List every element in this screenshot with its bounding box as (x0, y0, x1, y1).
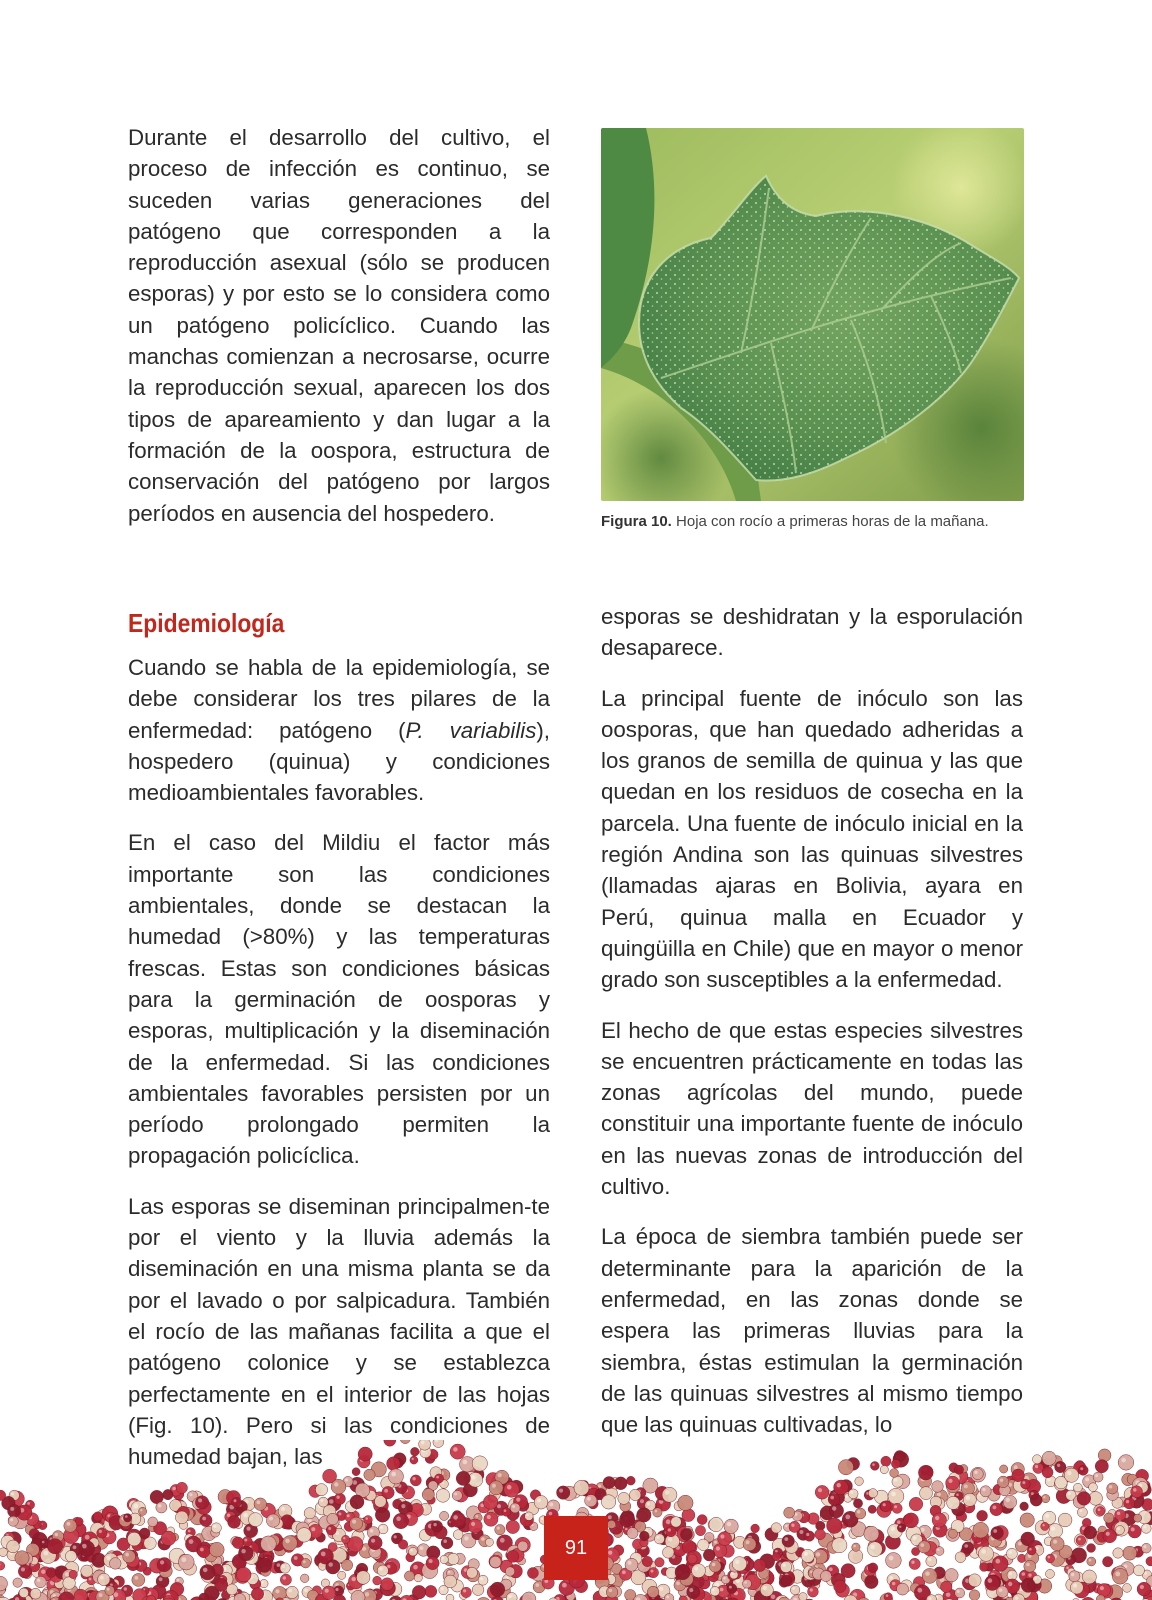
figure-10-leaf-photo (601, 128, 1024, 501)
pillars-text-after: ), hospedero (quinua) y condiciones medioambientales favorables. (128, 717, 550, 806)
left-column-bottom (128, 608, 550, 1472)
paragraph-mildiu-factors: En el caso del Mildiu el factor más importante son las condiciones ambientales, donde se destacan la humedad (>80%) y las temperaturas frescas. Estas son condiciones básicas para la germinación de oosporas y esporas, multiplicación y la diseminación de la enfermedad. Si las condiciones ambientales favorables persisten por un período prolongado permiten la propagación policíclica. (128, 830, 550, 1169)
page-number: 91 (564, 1537, 588, 1559)
figure-caption (601, 511, 1024, 532)
right-column-bottom (601, 601, 1023, 1440)
paragraph-infection-process: Durante el desarrollo del cultivo, el proceso de infección es continuo, se suceden varias generaciones del patógeno que corresponden a la reproducción asexual (sólo se producen esporas) y por esto se lo considera como un patógeno policíclico. Cuando las manchas comienzan a necrosarse, ocurre la reproducción sexual, aparecen los dos tipos de apareamiento y dan lugar a la formación de la oospora, estructura de conservación del patógeno por largos períodos en ausencia del hospedero. (128, 125, 550, 526)
page-number-badge (544, 1516, 608, 1580)
caption-label: Figura 10. (601, 513, 672, 530)
caption-text: Hoja con rocío a primeras horas de la mañana. (671, 513, 989, 530)
paragraph-spore-dissemination: Las esporas se diseminan principalmen-te por el viento y la lluvia además la diseminación en una misma planta se da por el lavado o por salpicadura. También el rocío de las mañanas facilita a que el patógeno colonice y se establezca perfectamente en el interior de las hojas (Fig. 10). Pero si las condiciones de humedad bajan, las (128, 1193, 550, 1470)
left-column-top (128, 122, 550, 529)
paragraph-spores-dehydrate: esporas se deshidratan y la esporulación desaparece. (601, 604, 1023, 661)
pillars-text-before: Cuando se habla de la epidemiología, se debe considerar los tres pilares de la enfermedad: patógeno ( (128, 655, 550, 743)
pathogen-species-name: P. variabilis (405, 717, 537, 743)
paragraph-sowing-season: La época de siembra también puede ser determinante para la aparición de la enfermedad, en las zonas donde se espera las primeras lluvias para la siembra, éstas estimulan la germinación de las quinuas silvestres al mismo tiempo que las quinuas cultivadas, lo (601, 1224, 1023, 1438)
leaf-with-dew-image (601, 128, 1024, 501)
paragraph-pillars (128, 652, 550, 808)
paragraph-wild-species: El hecho de que estas especies silvestres se encuentren prácticamente en todas las zonas agrícolas del mundo, puede constituir una importante fuente de inóculo en las nuevas zonas de introducción del cultivo. (601, 1017, 1023, 1200)
paragraph-inoculum-source: La principal fuente de inóculo son las oosporas, que han quedado adheridas a los granos de semilla de quinua y las que quedan en los residuos de cosecha en la parcela. Una fuente de inóculo inicial en la región Andina son las quinuas silvestres (llamadas ajaras en Bolivia, ayara en Perú, quinua malla en Ecuador y quingüilla en Chile) que en mayor o menor grado son susceptibles a la enfermedad. (601, 685, 1023, 993)
section-heading-epidemiologia: Epidemiología (128, 608, 285, 638)
